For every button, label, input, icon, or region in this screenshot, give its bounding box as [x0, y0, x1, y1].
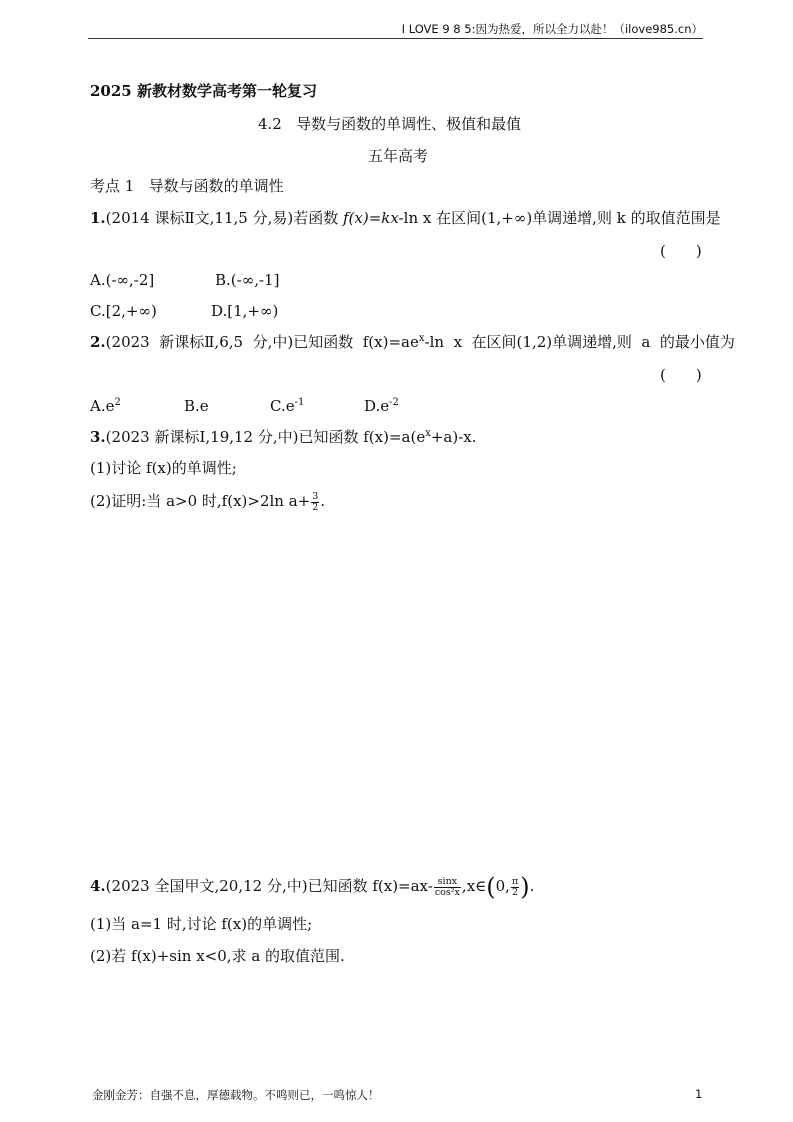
- question-number: 4.: [90, 877, 106, 895]
- question-4-part-1: (1)当 a=1 时,讨论 f(x)的单调性;: [90, 915, 313, 933]
- exponent: 2: [114, 397, 121, 408]
- header-divider: [88, 38, 703, 39]
- question-text: +a)-x.: [430, 428, 477, 446]
- interval-start: 0,: [495, 877, 510, 895]
- exponent: -2: [389, 397, 399, 408]
- question-1-stem: [90, 208, 721, 228]
- period: .: [529, 877, 535, 895]
- question-text: ,x∈: [461, 877, 487, 895]
- function-expr: f(x)=kx-: [343, 209, 404, 227]
- question-4-part-2: (2)若 f(x)+sin x<0,求 a 的取值范围.: [90, 947, 345, 965]
- question-text: (2023 全国甲文,20,12 分,中)已知函数 f(x)=ax-: [105, 877, 433, 895]
- period: .: [320, 492, 326, 510]
- option-d-base: D.e: [364, 397, 390, 415]
- option-b: B.e: [184, 397, 209, 415]
- question-3-stem: [90, 427, 477, 447]
- fraction-numerator: sinx: [434, 877, 461, 888]
- fraction: [511, 877, 519, 898]
- question-text: -ln x 在区间(1,2)单调递增,则 a 的最小值为: [424, 333, 735, 351]
- answer-bracket: ( ): [660, 242, 702, 260]
- answer-bracket: ( ): [660, 366, 702, 384]
- header-site-note: I LOVE 9 8 5:因为热爱，所以全力以赴！（ilove985.cn）: [401, 22, 703, 36]
- question-3-part-1: (1)讨论 f(x)的单调性;: [90, 459, 237, 477]
- question-number: 1.: [90, 209, 106, 227]
- fraction-denominator: 2: [312, 501, 319, 513]
- fraction-numerator: π: [511, 875, 519, 887]
- fraction: [434, 877, 461, 898]
- fraction-numerator: 3: [312, 490, 319, 502]
- question-4-stem: [90, 873, 535, 901]
- question-3-part-2: [90, 491, 325, 513]
- page-number: 1: [695, 1087, 703, 1101]
- option-c: [270, 396, 304, 416]
- footer-motto: 金刚金芳：自强不息，厚德载物。不鸣则已，一鸣惊人！: [92, 1088, 380, 1102]
- option-d: D.[1,+∞): [211, 302, 279, 320]
- question-2-stem: [90, 332, 735, 352]
- question-text: (2023 新课标Ⅱ,6,5 分,中)已知函数 f(x)=ae: [105, 333, 419, 351]
- question-source: (2014 课标Ⅱ文,11,5 分,易)若函数: [105, 209, 343, 227]
- interval-open-paren: (: [486, 873, 496, 901]
- option-b: B.(-∞,-1]: [215, 271, 280, 289]
- fraction-denominator: 2: [512, 886, 519, 898]
- exponent: x: [418, 333, 425, 344]
- option-a-base: A.e: [90, 397, 115, 415]
- question-text: (2023 新课标Ⅰ,19,12 分,中)已知函数 f(x)=a(e: [105, 428, 426, 446]
- question-text: (2)证明:当 a>0 时,f(x)>2ln a+: [90, 492, 311, 510]
- section-heading: 4.2 导数与函数的单调性、极值和最值: [258, 115, 522, 133]
- doc-title: 2025 新教材数学高考第一轮复习: [90, 82, 317, 100]
- exponent: x: [425, 428, 431, 439]
- fraction: [311, 492, 319, 513]
- option-a: [90, 396, 121, 416]
- question-text: ln x 在区间(1,+∞)单调递增,则 k 的取值范围是: [403, 209, 721, 227]
- interval-close-paren: ): [520, 873, 530, 901]
- fraction-denominator: cos²x: [434, 886, 460, 898]
- exponent: -1: [294, 397, 305, 408]
- subtitle: 五年高考: [368, 147, 429, 165]
- question-number: 2.: [90, 333, 106, 351]
- topic-heading: 考点 1 导数与函数的单调性: [90, 177, 284, 195]
- option-c: C.[2,+∞): [90, 302, 157, 320]
- question-number: 3.: [90, 428, 106, 446]
- option-c-base: C.e: [270, 397, 295, 415]
- option-d: [364, 396, 399, 416]
- option-a: A.(-∞,-2]: [90, 271, 155, 289]
